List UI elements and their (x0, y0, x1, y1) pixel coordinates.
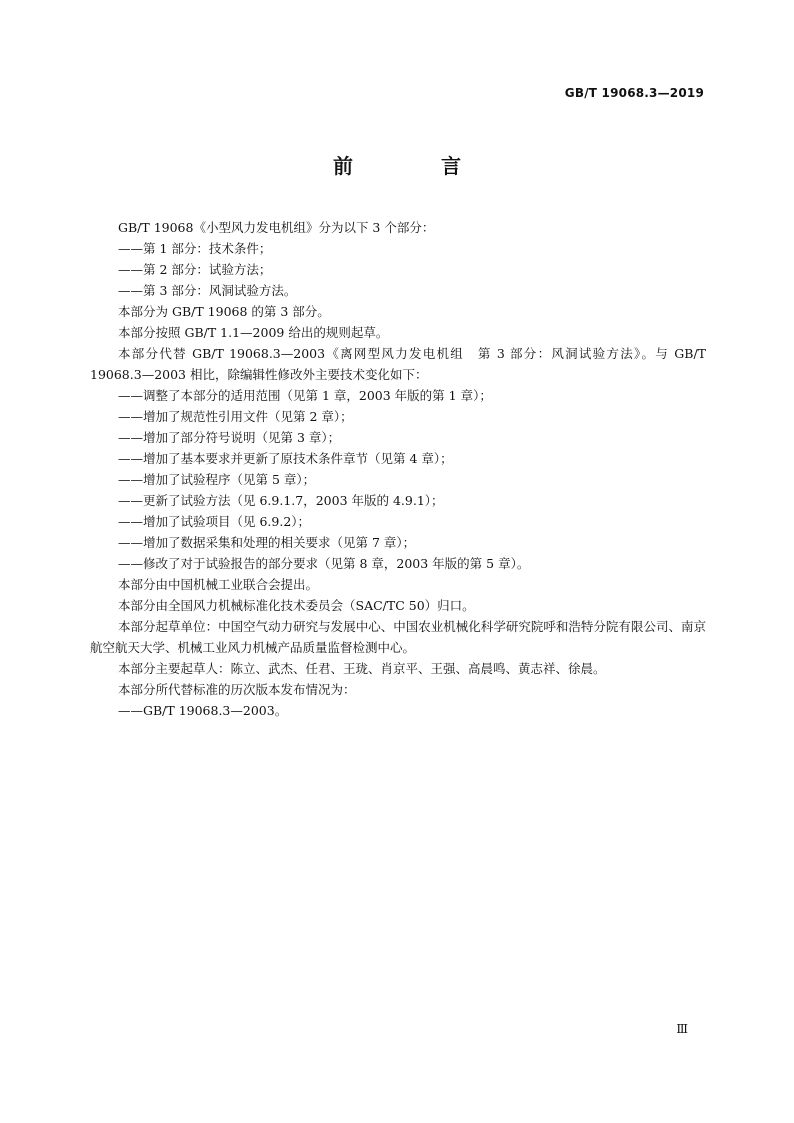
list-item: ——第 3 部分：风洞试验方法。 (118, 283, 297, 298)
paragraph: 本部分起草单位：中国空气动力研究与发展中心、中国农业机械化科学研究院呼和浩特分院有限公司、南京航空航天大学、机械工业风力机械产品质量监督检测中心。 (90, 619, 706, 655)
foreword-body (90, 217, 706, 721)
paragraph: 本部分由全国风力机械标准化技术委员会（SAC/TC 50）归口。 (118, 598, 475, 613)
list-item: ——修改了对于试验报告的部分要求（见第 8 章，2003 年版的第 5 章）。 (118, 556, 530, 571)
paragraph: 本部分由中国机械工业联合会提出。 (118, 577, 319, 592)
page-number: Ⅲ (676, 1022, 688, 1036)
list-item: ——调整了本部分的适用范围（见第 1 章，2003 年版的第 1 章）； (118, 388, 492, 403)
paragraph: GB/T 19068《小型风力发电机组》分为以下 3 个部分： (118, 220, 435, 235)
list-item: ——第 2 部分：试验方法； (118, 262, 272, 277)
list-item: ——增加了规范性引用文件（见第 2 章）； (118, 409, 353, 424)
list-item: ——更新了试验方法（见 6.9.1.7，2003 年版的 4.9.1）； (118, 493, 444, 508)
list-item: ——第 1 部分：技术条件； (118, 241, 272, 256)
standard-id: GB/T 19068.3—2019 (564, 86, 704, 100)
page-title: 前 言 (333, 154, 495, 178)
list-item: ——GB/T 19068.3—2003。 (118, 703, 288, 718)
paragraph: 本部分所代替标准的历次版本发布情况为： (118, 682, 356, 697)
paragraph: 本部分主要起草人：陈立、武杰、任君、王珑、肖京平、王强、高晨鸣、黄志祥、徐晨。 (118, 661, 606, 676)
list-item: ——增加了部分符号说明（见第 3 章）； (118, 430, 341, 445)
list-item: ——增加了数据采集和处理的相关要求（见第 7 章）； (118, 535, 416, 550)
paragraph: 本部分代替 GB/T 19068.3—2003《离网型风力发电机组 第 3 部分：风洞试验方法》。与 GB/T 19068.3—2003 相比，除编辑性修改外主要技术变化如下： (90, 346, 706, 382)
list-item: ——增加了试验项目（见 6.9.2）； (118, 514, 311, 529)
list-item: ——增加了试验程序（见第 5 章）； (118, 472, 316, 487)
list-item: ——增加了基本要求并更新了原技术条件章节（见第 4 章）； (118, 451, 453, 466)
paragraph: 本部分按照 GB/T 1.1—2009 给出的规则起草。 (118, 325, 389, 340)
paragraph: 本部分为 GB/T 19068 的第 3 部分。 (118, 304, 330, 319)
